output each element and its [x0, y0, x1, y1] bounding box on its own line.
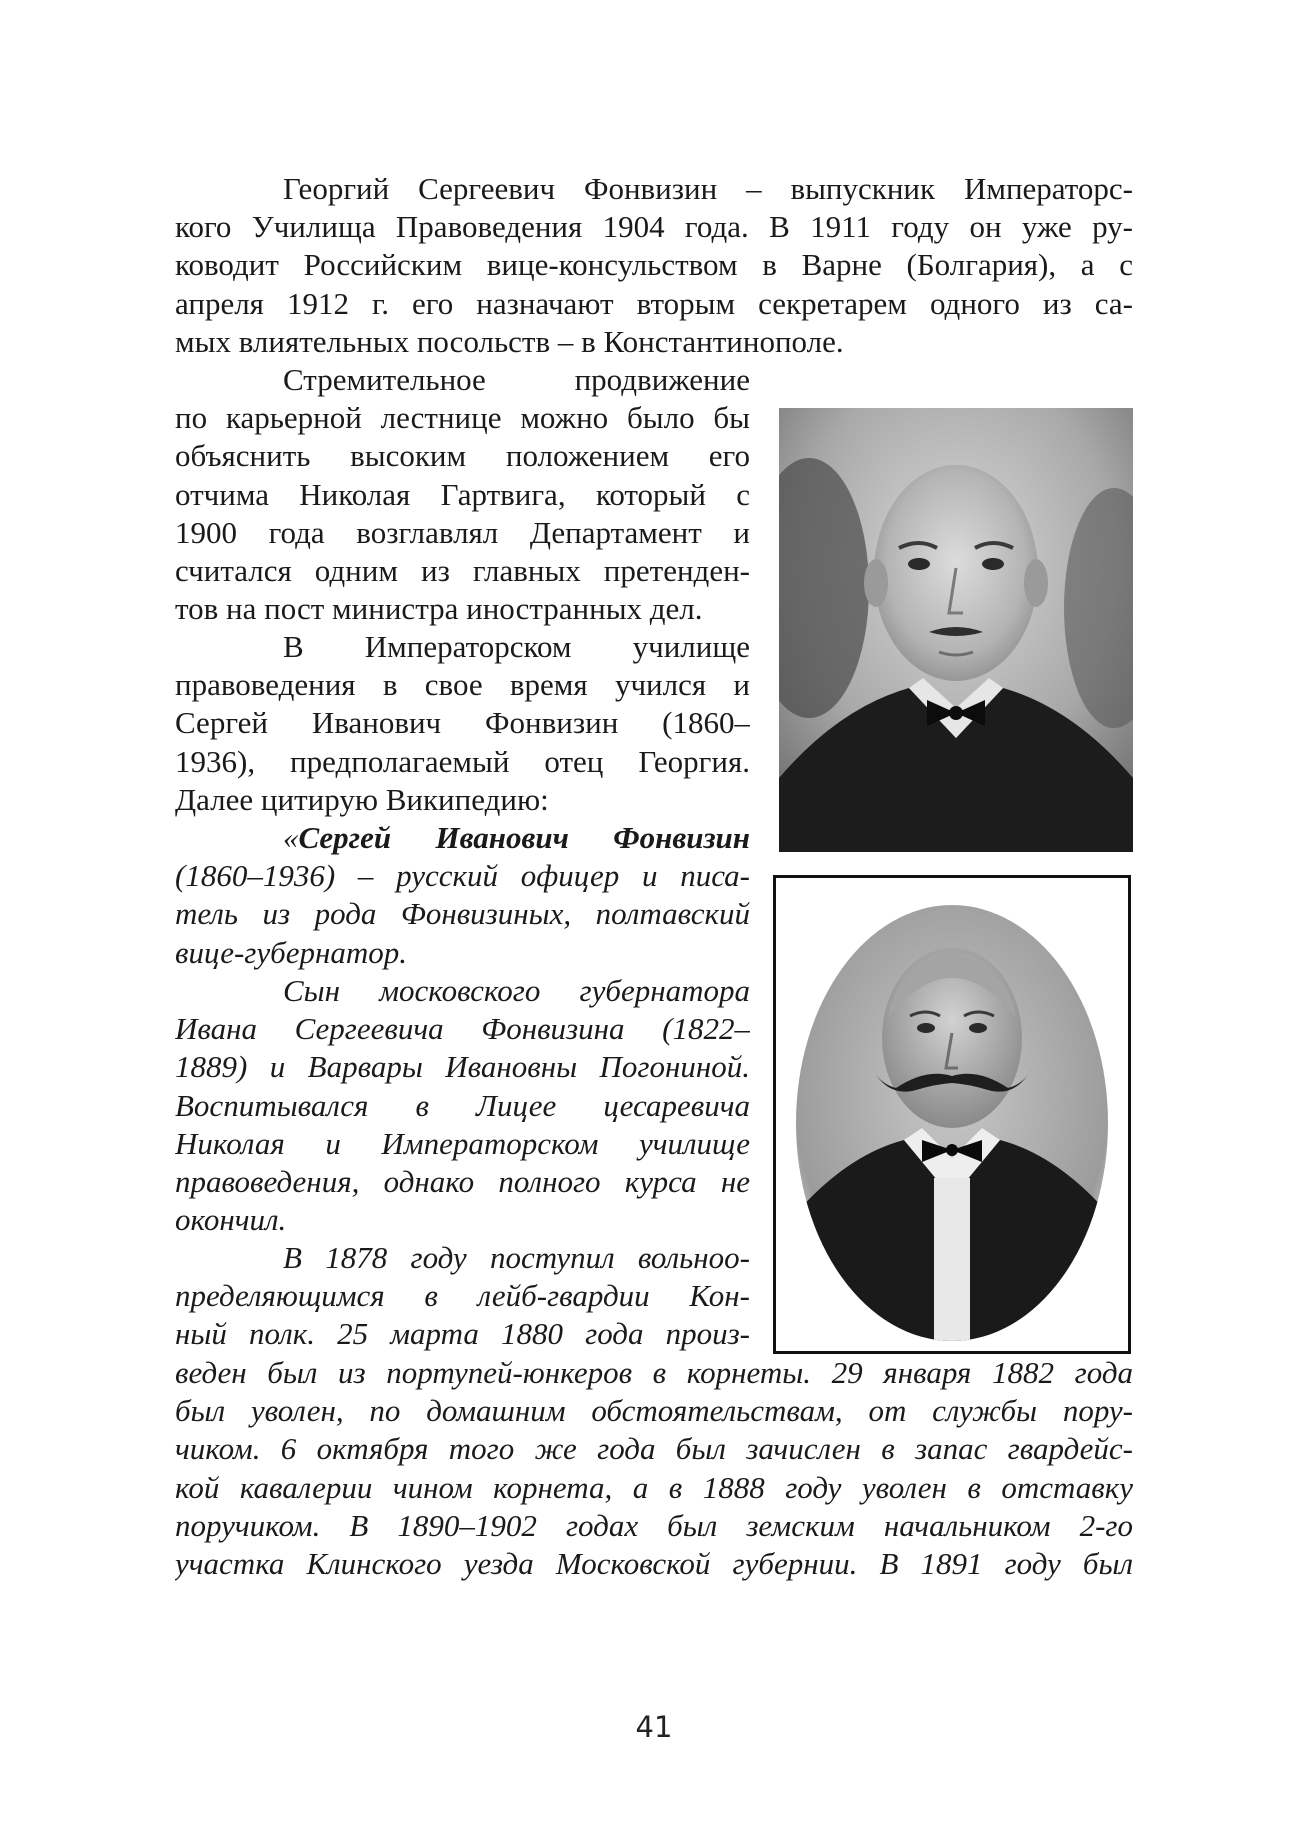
- text-line: окончил.: [175, 1202, 287, 1238]
- text-line: В Императорском училище: [283, 629, 750, 664]
- page-number: 41: [635, 1710, 673, 1744]
- portrait-photo-sergey: [773, 875, 1131, 1354]
- portrait-image: [779, 408, 1133, 852]
- text-line: Георгий Сергеевич Фонвизин – выпускник Императорс-: [283, 171, 1133, 206]
- text-line: [175, 819, 750, 857]
- text-line: отчима Николая Гартвига, который с: [175, 476, 750, 512]
- text-line: Сын московского губернатора: [283, 973, 750, 1008]
- text-line: апреля 1912 г. его назначают вторым секретарем одного из са-: [175, 285, 1133, 321]
- text-line: правоведения в свое время учился и: [175, 667, 750, 703]
- text-line: Далее цитирую Википедию:: [175, 781, 549, 817]
- text-line: объяснить высоким положением его: [175, 438, 750, 474]
- text-line: Стремительное продвижение: [283, 362, 750, 397]
- text-line: тов на пост министра иностранных дел.: [175, 591, 703, 627]
- text-line: вице-губернатор.: [175, 934, 408, 970]
- paragraph-1: [175, 170, 1133, 361]
- text-line: считался одним из главных претенден-: [175, 553, 750, 589]
- text-line: (1860–1936) – русский офицер и писа-: [175, 858, 750, 894]
- paragraph-2: [175, 361, 750, 628]
- quote-bold-name: Сергей Иванович Фонвизин: [298, 820, 750, 855]
- text-line: был уволен, по домашним обстоятельствам, от службы пору-: [175, 1393, 1133, 1429]
- text-line: В 1878 году поступил вольноо-: [283, 1240, 750, 1275]
- text-line: 1900 года возглавлял Департамент и: [175, 514, 750, 550]
- quote-block: [175, 819, 750, 972]
- text-line: пределяющимся в лейб-гвардии Кон-: [175, 1278, 750, 1314]
- text-line: ководит Российским вице-консульством в Варне (Болгария), а с: [175, 247, 1133, 283]
- text-line: поручиком. В 1890–1902 годах был земским начальником 2-го: [175, 1507, 1133, 1543]
- text-line: Сергей Иванович Фонвизин (1860–: [175, 705, 750, 741]
- text-line: Воспитывался в Лицее цесаревича: [175, 1087, 750, 1123]
- quote-mark: «: [283, 820, 299, 855]
- text-line: по карьерной лестнице можно было бы: [175, 400, 750, 436]
- portrait-image: [776, 878, 1128, 1351]
- text-line: участка Клинского уезда Московской губернии. В 1891 году был: [175, 1546, 1133, 1582]
- paragraph-3: [175, 628, 750, 819]
- text-line: 1936), предполагаемый отец Георгия.: [175, 743, 750, 779]
- text-line: кой кавалерии чином корнета, а в 1888 году уволен в отставку: [175, 1469, 1133, 1505]
- text-line: веден был из портупей-юнкеров в корнеты. 29 января 1882 года: [175, 1355, 1133, 1390]
- text-line: тель из рода Фонвизиных, полтавский: [175, 896, 750, 932]
- portrait-photo-georgy: [779, 408, 1133, 852]
- text-line: кого Училища Правоведения 1904 года. В 1911 году он уже ру-: [175, 209, 1133, 245]
- paragraph-4: [175, 972, 750, 1239]
- text-line: правоведения, однако полного курса не: [175, 1164, 750, 1200]
- text-line: ный полк. 25 марта 1880 года произ-: [175, 1316, 750, 1352]
- text-line: Ивана Сергеевича Фонвизина (1822–: [175, 1011, 750, 1047]
- book-page: [175, 170, 1133, 1744]
- text-line: Николая и Императорском училище: [175, 1125, 750, 1161]
- paragraph-5-narrow: [175, 1239, 750, 1354]
- text-line: чиком. 6 октября того же года был зачислен в запас гвардейс-: [175, 1431, 1133, 1467]
- paragraph-5-full: [175, 1354, 1133, 1583]
- text-line: 1889) и Варвары Ивановны Погониной.: [175, 1049, 750, 1085]
- text-line: мых влиятельных посольств – в Константинополе.: [175, 323, 844, 359]
